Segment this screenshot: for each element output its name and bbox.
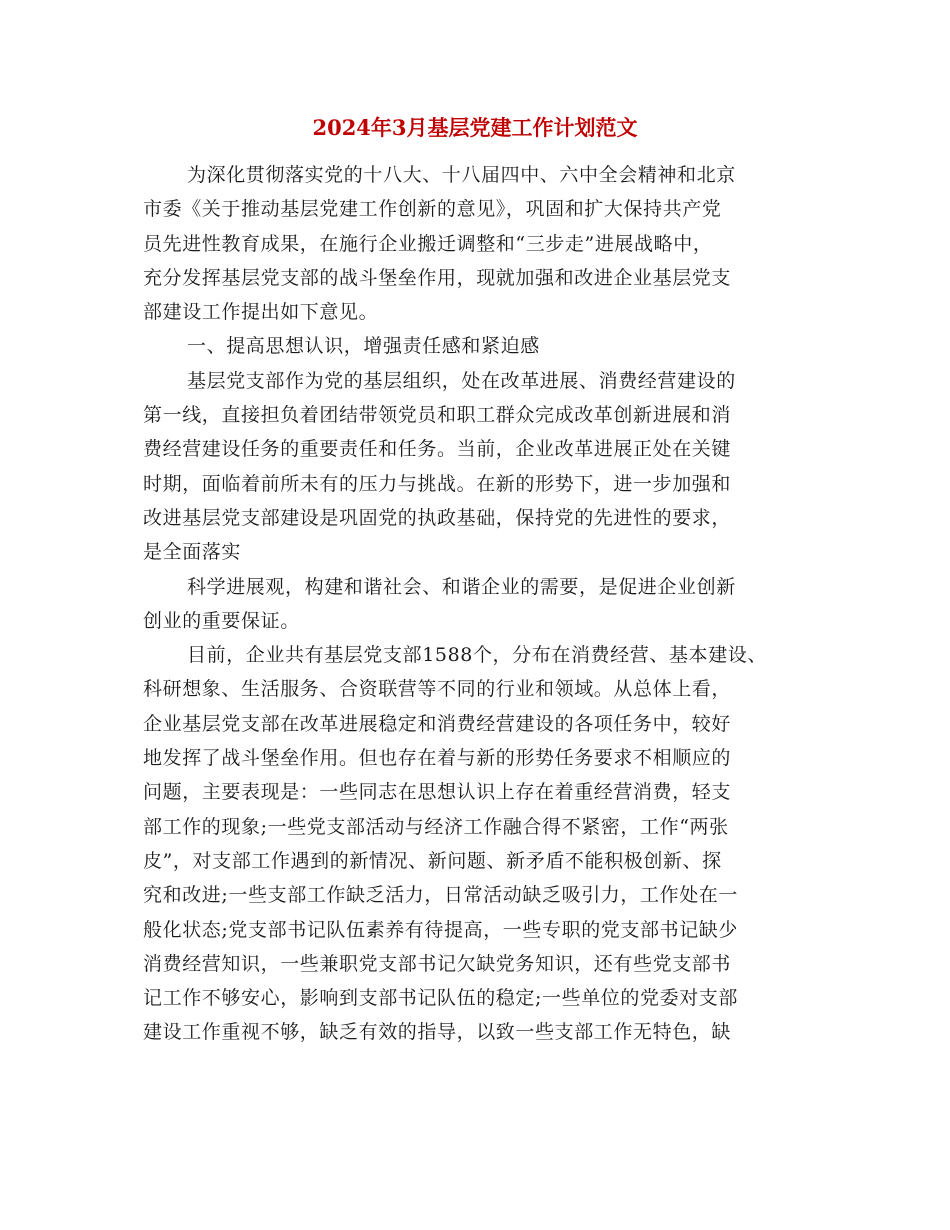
paragraph-line: 第一线，直接担负着团结带领党员和职工群众完成改革创新进展和消 (143, 404, 732, 427)
section-heading: 一、提高思想认识，增强责任感和紧迫感 (187, 335, 540, 358)
paragraph-line: 是全面落实 (143, 541, 242, 564)
paragraph-line: 费经营建设任务的重要责任和任务。当前，企业改革进展正处在关键 (143, 438, 732, 461)
paragraph-line: 部工作的现象;一些党支部活动与经济工作融合得不紧密，工作“两张 (143, 815, 729, 838)
paragraph-line: 员先进性教育成果，在施行企业搬迁调整和“三步走”进展战略中， (143, 232, 713, 255)
paragraph-line: 部建设工作提出如下意见。 (143, 301, 379, 324)
paragraph-line: 究和改进;一些支部工作缺乏活力，日常活动缺乏吸引力，工作处在一 (143, 884, 739, 907)
paragraph-line: 皮”，对支部工作遇到的新情况、新问题、新矛盾不能积极创新、探 (143, 849, 722, 872)
paragraph-line: 般化状态;党支部书记队伍素养有待提高，一些专职的党支部书记缺少 (143, 918, 739, 941)
paragraph-line: 科研想象、生活服务、合资联营等不同的行业和领域。从总体上看， (143, 678, 732, 701)
document-body (143, 158, 823, 1050)
paragraph-line: 消费经营知识，一些兼职党支部书记欠缺党务知识，还有些党支部书 (143, 952, 732, 975)
paragraph-line: 改进基层党支部建设是巩固党的执政基础，保持党的先进性的要求， (143, 506, 732, 529)
paragraph-line: 建设工作重视不够，缺乏有效的指导，以致一些支部工作无特色，缺 (143, 1021, 732, 1044)
paragraph-line: 目前，企业共有基层党支部1588个，分布在消费经营、基本建设、 (187, 644, 767, 667)
paragraph-line: 基层党支部作为党的基层组织，处在改革进展、消费经营建设的 (187, 369, 736, 392)
paragraph-line: 为深化贯彻落实党的十八大、十八届四中、六中全会精神和北京 (187, 164, 736, 186)
paragraph-line: 企业基层党支部在改革进展稳定和消费经营建设的各项任务中，较好 (143, 712, 732, 735)
document-title: 2024年3月基层党建工作计划范文 (312, 115, 638, 140)
paragraph-line: 市委《关于推动基层党建工作创新的意见》，巩固和扩大保持共产党 (143, 198, 722, 221)
paragraph-line: 创业的重要保证。 (143, 609, 300, 632)
paragraph-line: 问题，主要表现是：一些同志在思想认识上存在着重经营消费，轻支 (143, 781, 732, 804)
paragraph-line: 科学进展观，构建和谐社会、和谐企业的需要，是促进企业创新 (187, 575, 736, 598)
paragraph-line: 地发挥了战斗堡垒作用。但也存在着与新的形势任务要求不相顺应的 (143, 747, 732, 770)
paragraph-line: 记工作不够安心，影响到支部书记队伍的稳定;一些单位的党委对支部 (143, 987, 739, 1010)
paragraph-line: 时期，面临着前所未有的压力与挑战。在新的形势下，进一步加强和 (143, 472, 732, 495)
paragraph-line: 充分发挥基层党支部的战斗堡垒作用，现就加强和改进企业基层党支 (143, 266, 732, 289)
